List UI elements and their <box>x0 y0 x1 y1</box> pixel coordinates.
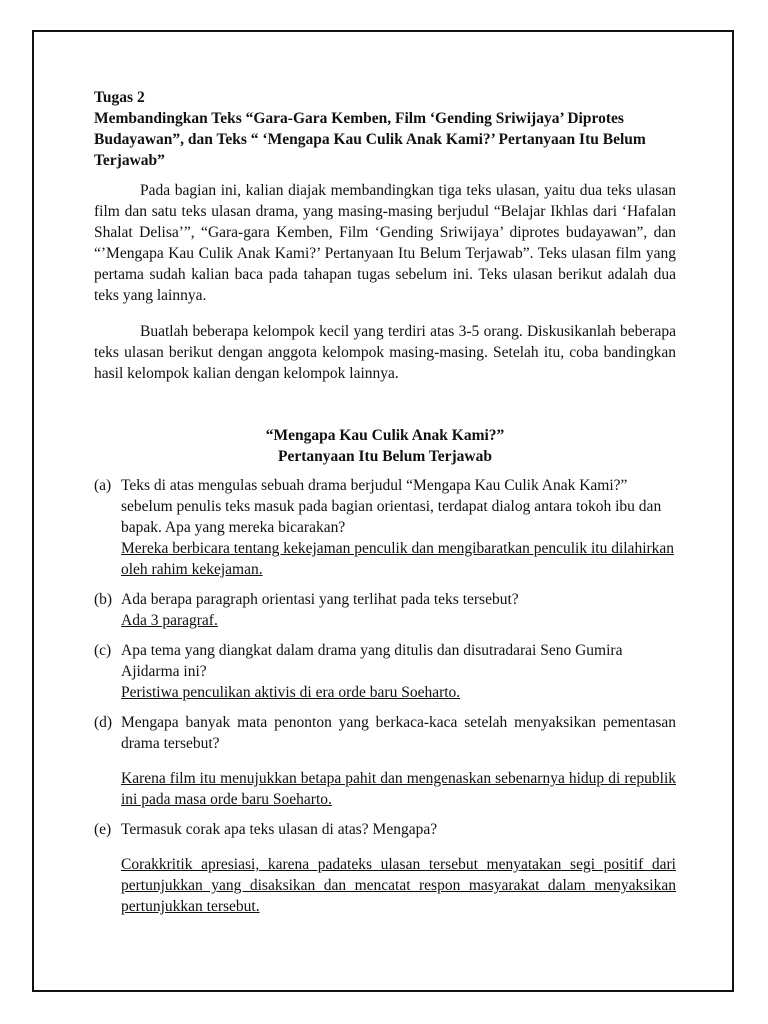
section-title <box>94 425 676 467</box>
question-text: Apa tema yang diangkat dalam drama yang ditulis dan disutradarai Seno Gumira Ajidarma ini? <box>121 642 623 680</box>
question-text: Mengapa banyak mata penonton yang berkaca-kaca setelah menyaksikan pementasan drama tersebut? <box>121 714 676 752</box>
task-title: Tugas 2 <box>94 89 145 106</box>
question-label: (b) <box>94 591 113 608</box>
question-label: (a) <box>94 477 112 494</box>
answer-text: Peristiwa penculikan aktivis di era orde baru Soeharto. <box>121 684 461 701</box>
section-title-line-1: “Mengapa Kau Culik Anak Kami?” <box>265 427 505 444</box>
task-heading: Membandingkan Teks “Gara-Gara Kemben, Film ‘Gending Sriwijaya’ Diprotes Budayawan”, dan Teks “ ‘Mengapa Kau Culik Anak Kami?’ Pertanyaan Itu Belum Terjawab” <box>94 110 646 169</box>
question-item-b <box>94 589 676 631</box>
answer-text: Corakkritik apresiasi, karena padateks ulasan tersebut menyatakan segi positif dari pertunjukkan yang disaksikan dan mencatat respon masyarakat dalam menyaksikan pertunjukkan tersebut. <box>121 856 676 915</box>
question-item-d <box>94 712 676 810</box>
question-text: Teks di atas mengulas sebuah drama berjudul “Mengapa Kau Culik Anak Kami?” sebelum penulis teks masuk pada bagian orientasi, terdapat dialog antara tokoh ibu dan bapak. Apa yang mereka bicarakan? <box>121 477 662 536</box>
answer-text: Mereka berbicara tentang kekejaman penculik dan mengibaratkan penculik itu dilahirkan oleh rahim kekejaman. <box>121 540 675 578</box>
answer-text: Karena film itu menujukkan betapa pahit dan mengenaskan sebenarnya hidup di republik ini pada masa orde baru Soeharto. <box>121 770 676 808</box>
answer-text: Ada 3 paragraf. <box>121 612 218 629</box>
section-title-line-2: Pertanyaan Itu Belum Terjawab <box>278 448 492 465</box>
question-text: Termasuk corak apa teks ulasan di atas? Mengapa? <box>121 821 438 838</box>
document-body <box>94 87 676 926</box>
intro-paragraph-1: Pada bagian ini, kalian diajak membandingkan tiga teks ulasan, yaitu dua teks ulasan film dan satu teks ulasan drama, yang masing-masing berjudul “Belajar Ikhlas dari ‘Hafalan Shalat Delisa’”, “Gara-gara Kemben, Film ‘Gending Sriwijaya’ diprotes budayawan”, dan “’Mengapa Kau Culik Anak Kami?’ Pertanyaan Itu Belum Terjawab”. Teks ulasan film yang pertama sudah kalian baca pada tahapan tugas sebelum ini. Teks ulasan berikut adalah dua teks yang lainnya. <box>94 182 676 304</box>
question-text: Ada berapa paragraph orientasi yang terlihat pada teks tersebut? <box>121 591 519 608</box>
intro-paragraph-2: Buatlah beberapa kelompok kecil yang terdiri atas 3-5 orang. Diskusikanlah beberapa teks ulasan berikut dengan anggota kelompok masing-masing. Setelah itu, coba bandingkan hasil kelompok kalian dengan kelompok lainnya. <box>94 323 676 382</box>
question-item-c <box>94 640 676 703</box>
question-item-e <box>94 819 676 917</box>
question-label: (c) <box>94 642 112 659</box>
question-label: (e) <box>94 821 112 838</box>
question-item-a <box>94 475 676 580</box>
question-label: (d) <box>94 714 113 731</box>
